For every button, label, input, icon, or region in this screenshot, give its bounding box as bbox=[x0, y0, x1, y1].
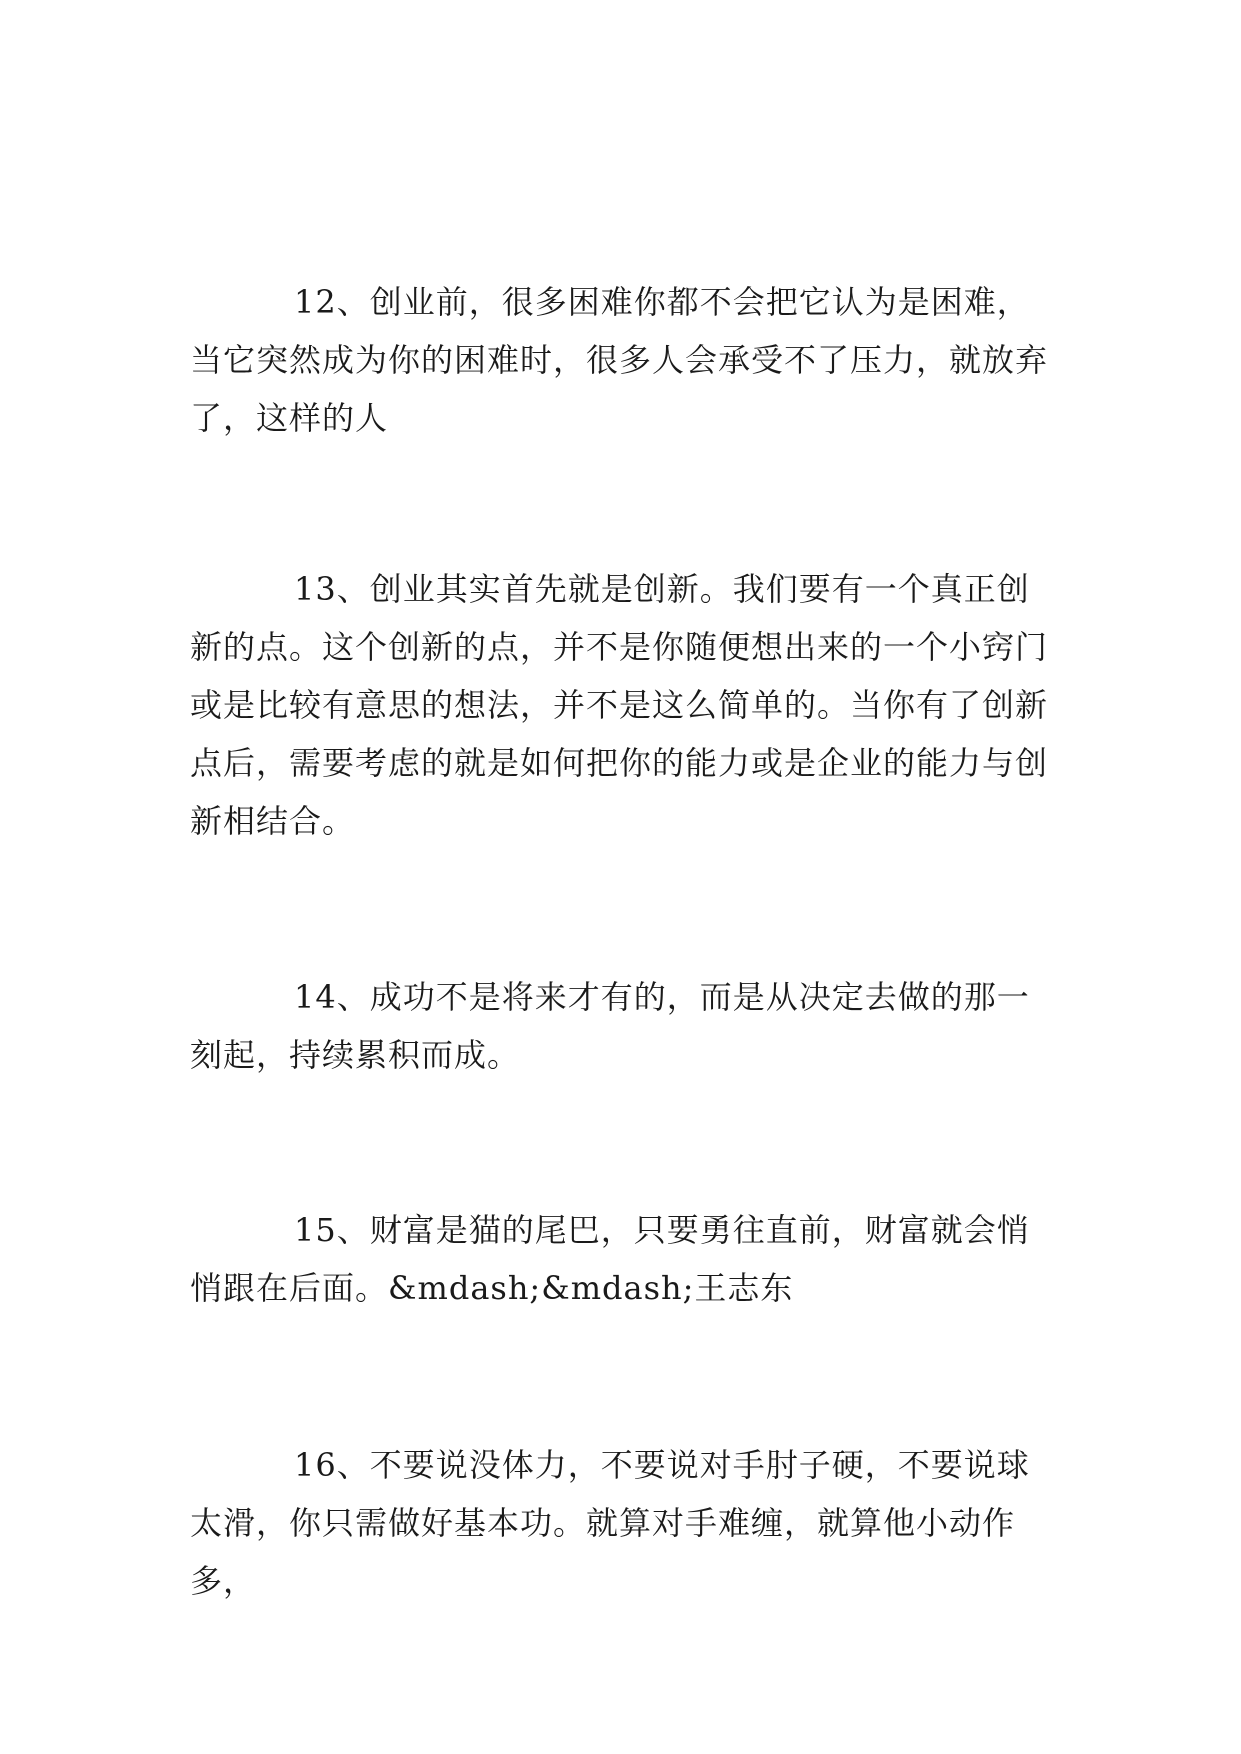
paragraph-15: 15、财富是猫的尾巴，只要勇往直前，财富就会悄悄跟在后面。&mdash;&mdash;王志东 bbox=[190, 1211, 1030, 1307]
paragraph-14: 14、成功不是将来才有的，而是从决定去做的那一刻起，持续累积而成。 bbox=[190, 978, 1030, 1074]
paragraph-16: 16、不要说没体力，不要说对手肘子硬，不要说球太滑，你只需做好基本功。就算对手难缠，就算他小动作多， bbox=[190, 1446, 1030, 1600]
paragraph-13: 13、创业其实首先就是创新。我们要有一个真正创新的点。这个创新的点，并不是你随便想出来的一个小窍门或是比较有意思的想法，并不是这么简单的。当你有了创新点后，需要考虑的就是如何把你的能力或是企业的能力与创新相结合。 bbox=[190, 570, 1049, 840]
paragraph-12: 12、创业前，很多困难你都不会把它认为是困难，当它突然成为你的困难时，很多人会承受不了压力，就放弃了，这样的人 bbox=[190, 283, 1049, 437]
